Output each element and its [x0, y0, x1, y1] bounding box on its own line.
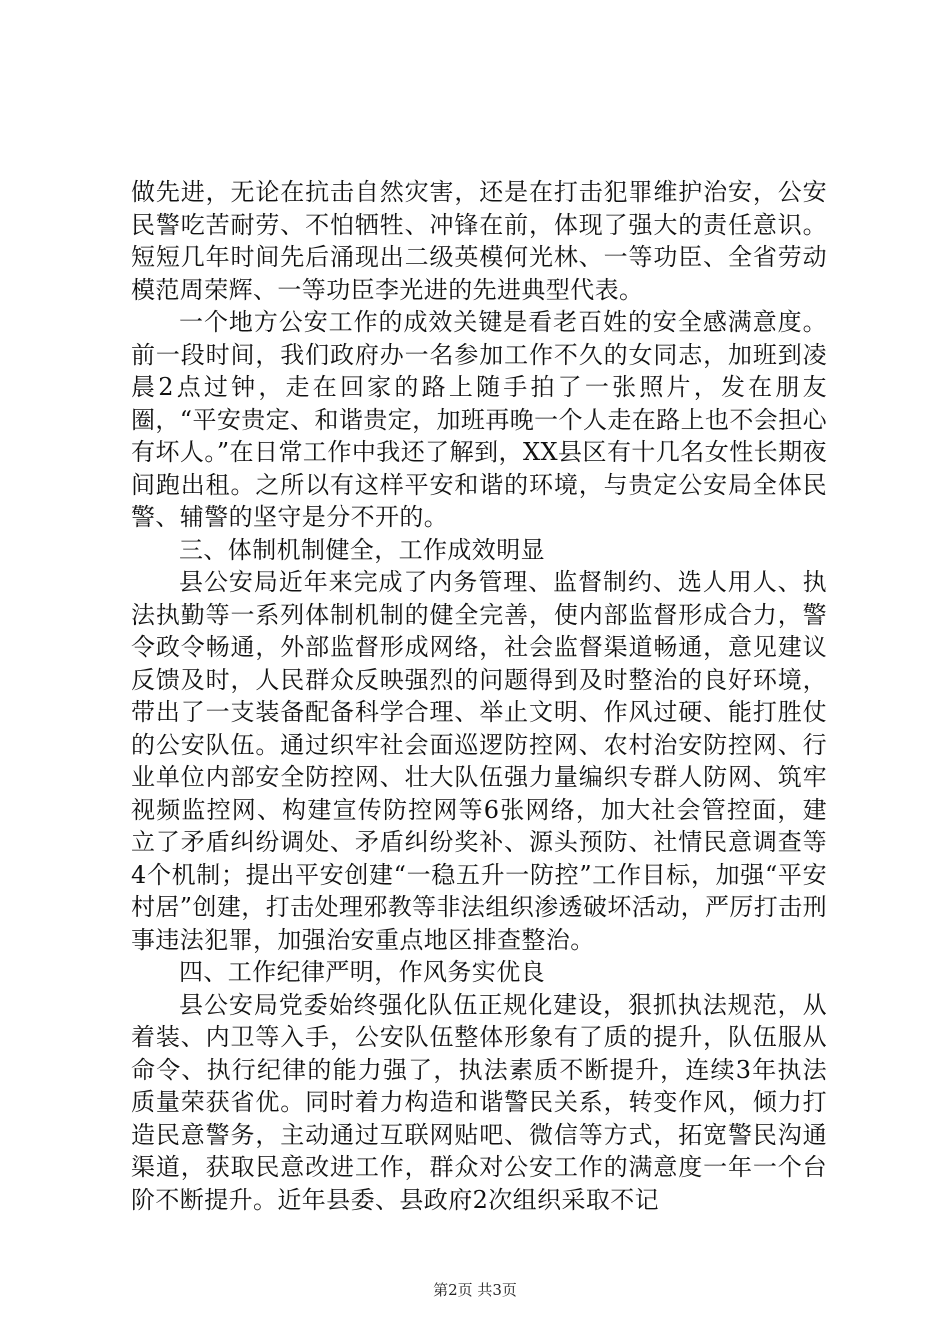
- paragraph-public-safety: 一个地方公安工作的成效关键是看老百姓的安全感满意度。前一段时间，我们政府办一名参加工作不久的女同志，加班到凌晨2点过钟，走在回家的路上随手拍了一张照片，发在朋友圈，“平安贵定、和谐贵定，加班再晚一个人走在路上也不会担心有坏人。”在日常工作中我还了解到，XX县区有十几名女性长期夜间跑出租。之所以有这样平安和谐的环境，与贵定公安局全体民警、辅警的坚守是分不开的。: [131, 308, 827, 531]
- paragraph-continuation: 做先进，无论在抗击自然灾害，还是在打击犯罪维护治安，公安民警吃苦耐劳、不怕牺牲、冲锋在前，体现了强大的责任意识。短短几年时间先后涌现出二级英模何光林、一等功臣、全省劳动模范周荣辉、一等功臣李光进的先进典型代表。: [131, 178, 827, 304]
- section-heading-three: 三、体制机制健全，工作成效明显: [179, 535, 545, 564]
- paragraph-discipline: 县公安局党委始终强化队伍正规化建设，狠抓执法规范，从着装、内卫等入手，公安队伍整体形象有了质的提升，队伍服从命令、执行纪律的能力强了，执法素质不断提升，连续3年执法质量荣获省优。同时着力构造和谐警民关系，转变作风，倾力打造民意警务，主动通过互联网贴吧、微信等方式，拓宽警民沟通渠道，获取民意改进工作，群众对公安工作的满意度一年一个台阶不断提升。近年县委、县政府2次组织采取不记: [131, 990, 827, 1214]
- section-heading-four: 四、工作纪律严明，作风务实优良: [179, 958, 545, 986]
- paragraph-mechanisms: 县公安局近年来完成了内务管理、监督制约、选人用人、执法执勤等一系列体制机制的健全完善，使内部监督形成合力，警令政令畅通，外部监督形成网络，社会监督渠道畅通，意见建议反馈及时，人民群众反映强烈的问题得到及时整治的良好环境，带出了一支装备配备科学合理、举止文明、作风过硬、能打胜仗的公安队伍。通过织牢社会面巡逻防控网、农村治安防控网、行业单位内部安全防控网、壮大队伍强力量编织专群人防网、筑牢视频监控网、构建宣传防控网等6张网络，加大社会管控面，建立了矛盾纠纷调处、矛盾纠纷奖补、源头预防、社情民意调查等4个机制；提出平安创建“一稳五升一防控”工作目标，加强“平安村居”创建，打击处理邪教等非法组织渗透破坏活动，严厉打击刑事违法犯罪，加强治安重点地区排查整治。: [131, 568, 827, 954]
- document-body: [131, 176, 827, 1216]
- page-number-footer: 第2页 共3页: [433, 1281, 517, 1299]
